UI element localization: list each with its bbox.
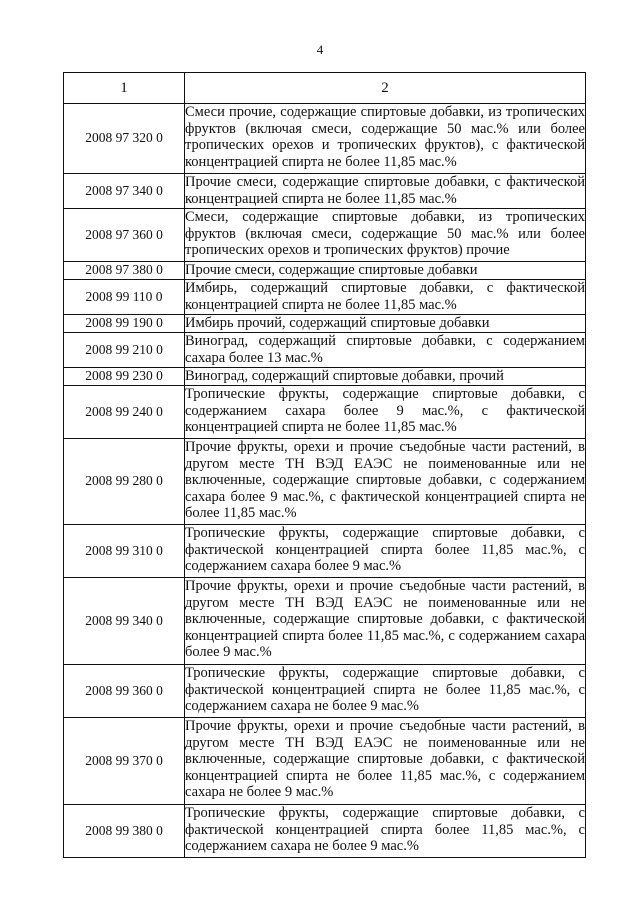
column-header-code: 1 — [64, 73, 185, 104]
row-description: Тропические фрукты, содержащие спиртовые добавки, с содержанием сахара более 9 мас.%, с фактической концентрацией спирта не более 11,85 мас.% — [185, 386, 586, 439]
row-code: 2008 99 310 0 — [64, 525, 185, 578]
row-code: 2008 99 340 0 — [64, 578, 185, 665]
table-header-row — [64, 73, 586, 104]
table-row — [64, 262, 586, 280]
row-code: 2008 97 340 0 — [64, 174, 185, 209]
row-description: Смеси прочие, содержащие спиртовые добавки, из тропических фруктов (включая смеси, содержащие 50 мас.% или более тропических орехов и тропических фруктов), с фактической концентрацией спирта не более 11,85 мас.% — [185, 104, 586, 174]
table-row — [64, 368, 586, 386]
row-description: Прочие смеси, содержащие спиртовые добавки — [185, 262, 586, 280]
row-description: Тропические фрукты, содержащие спиртовые добавки, с фактической концентрацией спирта более 11,85 мас.%, с содержанием сахара не более 9 мас.% — [185, 805, 586, 858]
row-code: 2008 99 280 0 — [64, 439, 185, 525]
row-description: Имбирь, содержащий спиртовые добавки, с фактической концентрацией спирта не более 11,85 мас.% — [185, 280, 585, 313]
table-row — [64, 386, 586, 439]
row-description: Прочие смеси, содержащие спиртовые добавки, с фактической концентрацией спирта не более 11,85 мас.% — [185, 174, 585, 207]
row-description: Прочие фрукты, орехи и прочие съедобные части растений, в другом месте ТН ВЭД ЕАЭС не поименованные или не включенные, содержащие спиртовые добавки, с фактической концентрацией спирта не более 11,85 мас.%, с содержанием сахара не более 9 мас.% — [185, 718, 586, 805]
column-header-description: 2 — [185, 73, 586, 104]
table-row — [64, 578, 586, 665]
table-row — [64, 209, 586, 262]
row-description: Виноград, содержащий спиртовые добавки, с содержанием сахара более 13 мас.% — [185, 333, 585, 366]
table-row — [64, 805, 586, 858]
table-row — [64, 280, 586, 315]
row-code: 2008 99 370 0 — [64, 718, 185, 805]
row-description: Виноград, содержащий спиртовые добавки, прочий — [185, 368, 586, 386]
table-row — [64, 174, 586, 209]
row-code: 2008 99 230 0 — [64, 368, 185, 386]
row-code: 2008 99 210 0 — [64, 333, 185, 368]
row-code: 2008 99 360 0 — [64, 665, 185, 718]
row-code: 2008 97 380 0 — [64, 262, 185, 280]
table-row — [64, 333, 586, 368]
row-code: 2008 97 320 0 — [64, 104, 185, 174]
row-code: 2008 99 380 0 — [64, 805, 185, 858]
table-row — [64, 718, 586, 805]
tariff-codes-table — [63, 72, 586, 858]
row-description: Смеси, содержащие спиртовые добавки, из тропических фруктов (включая смеси, содержащие 50 мас.% или более тропических орехов и тропических фруктов) прочие — [185, 209, 586, 262]
row-description: Тропические фрукты, содержащие спиртовые добавки, с фактической концентрацией спирта не более 11,85 мас.%, с содержанием сахара не более 9 мас.% — [185, 665, 586, 718]
row-description: Прочие фрукты, орехи и прочие съедобные части растений, в другом месте ТН ВЭД ЕАЭС не поименованные или не включенные, содержащие спиртовые добавки, с содержанием сахара более 9 мас.%, с фактической концентрацией спирта не более 11,85 мас.% — [185, 439, 586, 525]
row-description: Тропические фрукты, содержащие спиртовые добавки, с фактической концентрацией спирта более 11,85 мас.%, с содержанием сахара более 9 мас.% — [185, 525, 586, 578]
row-code: 2008 99 240 0 — [64, 386, 185, 439]
row-code: 2008 99 110 0 — [64, 280, 185, 315]
row-description: Прочие фрукты, орехи и прочие съедобные части растений, в другом месте ТН ВЭД ЕАЭС не поименованные или не включенные, содержащие спиртовые добавки, с фактической концентрацией спирта более 11,85 мас.%, с содержанием сахара более 9 мас.% — [185, 578, 586, 665]
row-code: 2008 97 360 0 — [64, 209, 185, 262]
table-row — [64, 439, 586, 525]
row-code: 2008 99 190 0 — [64, 315, 185, 333]
table-row — [64, 104, 586, 174]
table-row — [64, 315, 586, 333]
table-row — [64, 665, 586, 718]
row-description: Имбирь прочий, содержащий спиртовые добавки — [185, 315, 586, 333]
table-row — [64, 525, 586, 578]
page-number: 4 — [316, 42, 324, 57]
